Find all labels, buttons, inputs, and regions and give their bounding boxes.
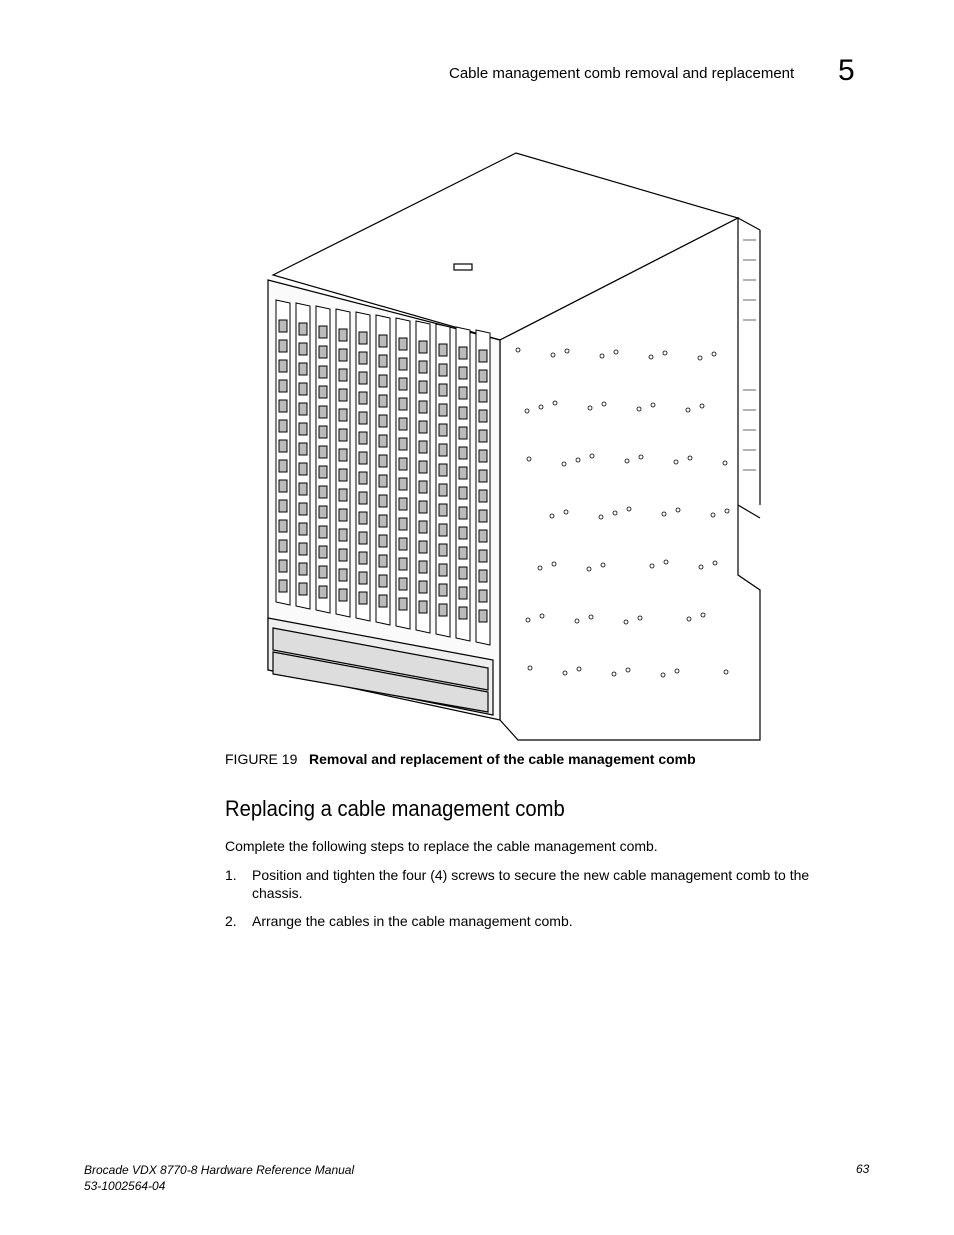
figure-label: FIGURE 19 xyxy=(225,751,298,767)
page-number: 63 xyxy=(856,1162,870,1176)
section-heading: Replacing a cable management comb xyxy=(225,796,565,821)
running-header-title: Cable management comb removal and replacement xyxy=(449,65,795,82)
figure-caption xyxy=(225,751,696,767)
figure-caption-text: Removal and replacement of the cable management comb xyxy=(309,751,696,767)
page-footer-left xyxy=(84,1162,354,1194)
step-number: 1. xyxy=(225,867,237,883)
step-number: 2. xyxy=(225,913,237,929)
chassis-illustration xyxy=(228,150,763,742)
step-text: Position and tighten the four (4) screws to secure the new cable management comb to the chassis. xyxy=(252,867,810,901)
document-number: 53-1002564-04 xyxy=(84,1179,166,1193)
chapter-number: 5 xyxy=(838,54,855,87)
step-text: Arrange the cables in the cable management comb. xyxy=(252,913,573,929)
manual-title: Brocade VDX 8770-8 Hardware Reference Manual xyxy=(84,1163,355,1177)
intro-paragraph: Complete the following steps to replace the cable management comb. xyxy=(225,838,658,854)
